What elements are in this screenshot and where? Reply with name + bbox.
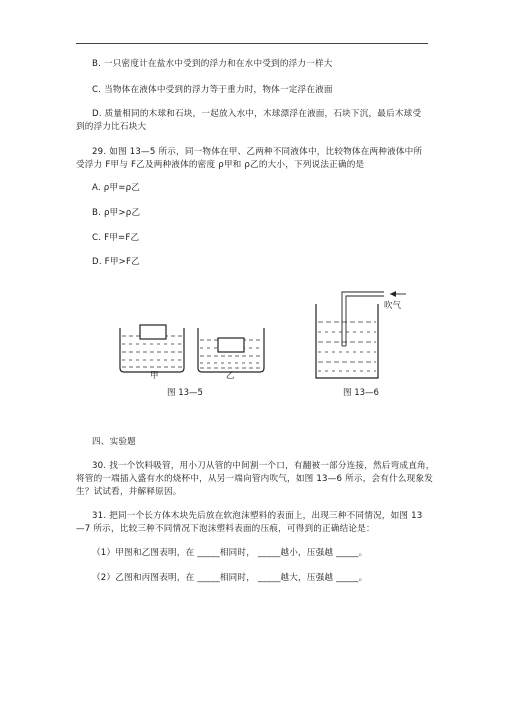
q31-line2: —7 所示，比较三种不同情况下泡沫塑料表面的压痕，可得到的正确结论是：: [76, 524, 375, 534]
q28-option-c: C. 当物体在液体中受到的浮力等于重力时，物体一定浮在液面: [92, 85, 333, 95]
q30-line2: 将管的一端插入盛有水的烧杯中，从另一端向管内吹气，如图 13—6 所示，会有什么现象发: [76, 474, 434, 484]
container-yi: [198, 328, 264, 372]
q29-option-c: C. F甲=F乙: [92, 233, 140, 243]
block-yi: [218, 338, 244, 352]
figure-13-6: [312, 282, 412, 382]
container-jia: [120, 325, 184, 372]
block-jia: [140, 325, 166, 339]
fig5-label-jia: 甲: [150, 371, 159, 381]
q29-stem-line1: 29. 如图 13—5 所示，同一物体在甲、乙两种不同液体中，比较物体在两种液体中所: [92, 147, 423, 157]
q29-option-d: D. F甲>F乙: [92, 257, 140, 267]
q31-part2: （2）乙图和丙图表明，在 _____相同时， _____越大，压强越 _____。: [92, 573, 368, 583]
q31-part1: （1）甲图和乙图表明，在 _____相同时， _____越小，压强越 _____。: [92, 548, 368, 558]
blow-arrow: [390, 291, 406, 297]
header-rule: [76, 43, 428, 44]
section-4-heading: 四、实验题: [92, 437, 136, 447]
fig5-caption: 图 13—5: [167, 388, 203, 398]
q30-line3: 生？试试看，并解释原因。: [76, 487, 182, 497]
q28-option-d-line2: 到的浮力比石块大: [76, 122, 147, 132]
q28-option-d-line1: D. 质量相同的木球和石块，一起放入水中，木球漂浮在液面，石块下沉，最后木球受: [92, 109, 422, 119]
fig6-blow-label: 吹气: [384, 301, 402, 311]
q29-option-b: B. ρ甲>ρ乙: [92, 208, 141, 218]
figure-13-5: [118, 318, 268, 378]
q28-option-b: B. 一只密度计在盐水中受到的浮力和在水中受到的浮力一样大: [92, 59, 333, 69]
q29-option-a: A. ρ甲=ρ乙: [92, 183, 141, 193]
q30-line1: 30. 找一个饮料吸管，用小刀从管的中间割一个口，有翻被一部分连接，然后弯成直角，: [92, 461, 435, 471]
q31-line1: 31. 把同一个长方体木块先后放在软泡沫塑料的表面上，出现三种不同情况，如图 13: [92, 511, 423, 521]
fig6-caption: 图 13—6: [343, 388, 379, 398]
beaker: [316, 304, 378, 378]
q29-stem-line2: 受浮力 F甲与 F乙及两种液体的密度 ρ甲和 ρ乙的大小，下列说法正确的是: [76, 160, 365, 170]
fig5-label-yi: 乙: [226, 371, 235, 381]
